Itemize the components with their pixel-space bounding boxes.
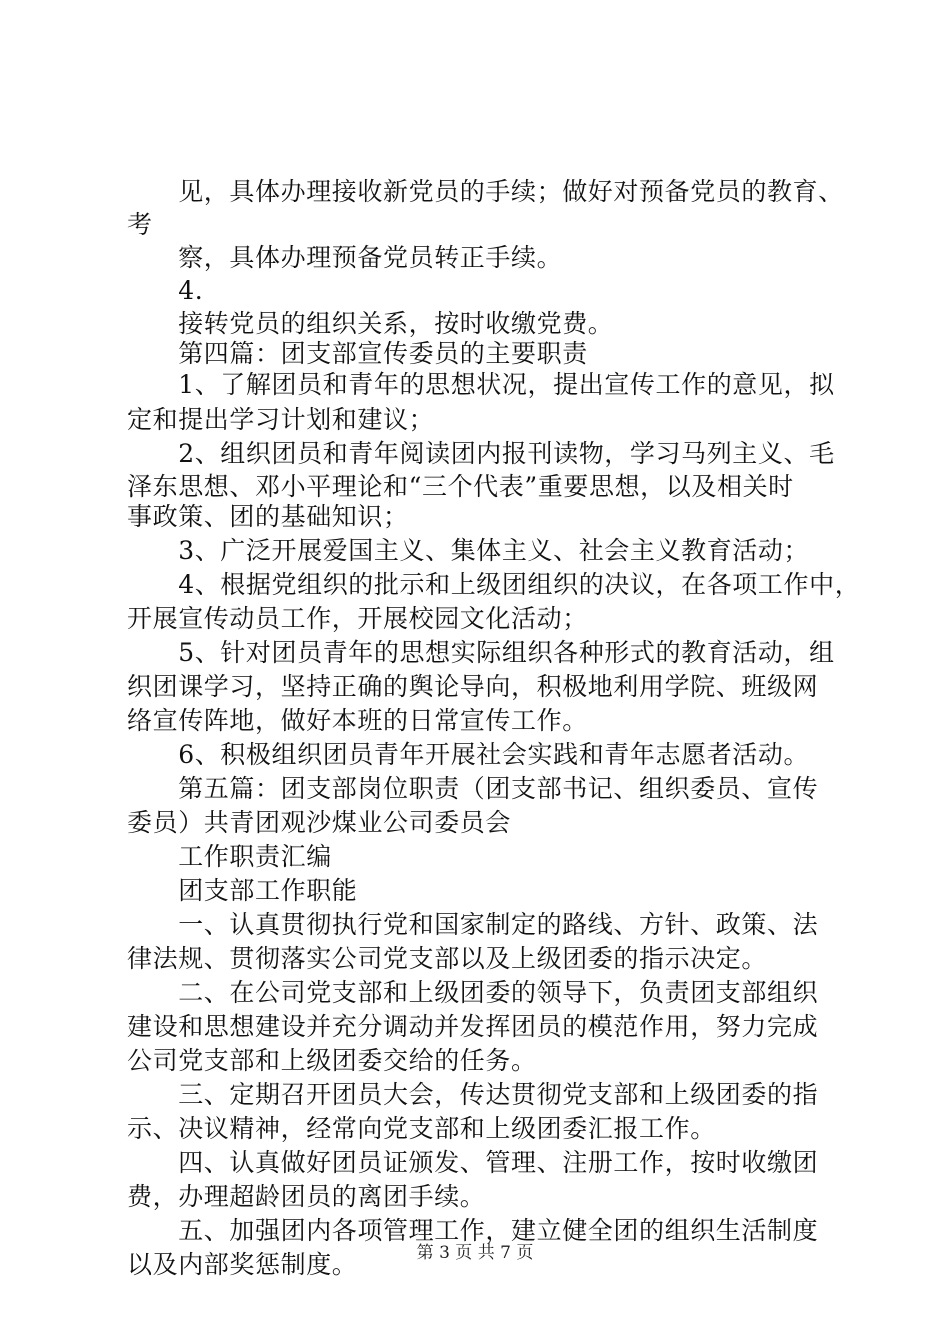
text-line: 2、组织团员和青年阅读团内报刊读物，学习马列主义、毛 <box>127 439 835 468</box>
text-line: 团支部工作职能 <box>127 876 358 905</box>
text-line: 工作职责汇编 <box>127 842 332 871</box>
text-line: 泽东思想、邓小平理论和“三个代表”重要思想，以及相关时 <box>127 472 794 501</box>
text-line: 络宣传阵地，做好本班的日常宣传工作。 <box>127 706 588 735</box>
text-line: 4、根据党组织的批示和上级团组织的决议，在各项工作中， <box>127 570 861 599</box>
text-line: 3、广泛开展爱国主义、集体主义、社会主义教育活动； <box>127 536 810 565</box>
text-line: 一、认真贯彻执行党和国家制定的路线、方针、政策、法 <box>127 910 819 939</box>
text-line: 二、在公司党支部和上级团委的领导下，负责团支部组织 <box>127 978 819 1007</box>
text-line: 示、决议精神，经常向党支部和上级团委汇报工作。 <box>127 1114 716 1143</box>
text-line: 织团课学习，坚持正确的舆论导向，积极地利用学院、班级网 <box>127 672 819 701</box>
page-footer: 第 3 页 共 7 页 <box>416 1243 534 1263</box>
text-line: 察，具体办理预备党员转正手续。 <box>127 243 563 272</box>
text-line: 以及内部奖惩制度。 <box>127 1250 358 1279</box>
text-line: 建设和思想建设并充分调动并发挥团员的模范作用，努力完成 <box>127 1012 819 1041</box>
text-line: 接转党员的组织关系，按时收缴党费。 <box>127 309 614 338</box>
text-line: 定和提出学习计划和建议； <box>127 405 435 434</box>
text-line: 6、积极组织团员青年开展社会实践和青年志愿者活动。 <box>127 740 810 769</box>
text-line: 考 <box>127 210 153 239</box>
text-line: 见，具体办理接收新党员的手续；做好对预备党员的教育、 <box>127 177 844 206</box>
text-line: 律法规、贯彻落实公司党支部以及上级团委的指示决定。 <box>127 944 768 973</box>
text-line: 委员）共青团观沙煤业公司委员会 <box>127 808 512 837</box>
text-line: 4. <box>127 276 204 305</box>
text-line: 费，办理超龄团员的离团手续。 <box>127 1182 486 1211</box>
text-line: 公司党支部和上级团委交给的任务。 <box>127 1046 537 1075</box>
text-line: 五、加强团内各项管理工作，建立健全团的组织生活制度 <box>127 1216 819 1245</box>
text-line: 开展宣传动员工作，开展校园文化活动； <box>127 604 588 633</box>
text-line: 1、了解团员和青年的思想状况，提出宣传工作的意见，拟 <box>127 370 835 399</box>
text-line: 事政策、团的基础知识； <box>127 502 409 531</box>
text-line: 四、认真做好团员证颁发、管理、注册工作，按时收缴团 <box>127 1148 819 1177</box>
text-line: 5、针对团员青年的思想实际组织各种形式的教育活动，组 <box>127 638 835 667</box>
text-line: 第五篇：团支部岗位职责（团支部书记、组织委员、宣传 <box>127 774 819 803</box>
text-line: 三、定期召开团员大会，传达贯彻党支部和上级团委的指 <box>127 1080 819 1109</box>
text-line: 第四篇：团支部宣传委员的主要职责 <box>127 339 588 368</box>
